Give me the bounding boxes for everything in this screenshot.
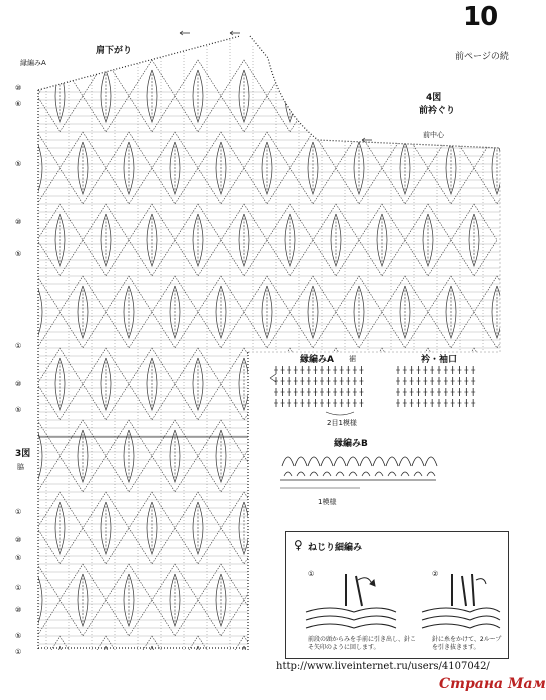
legend-a-repeat: 2目1模様 — [327, 419, 357, 427]
edge-a-label: 縁編みA — [20, 59, 46, 67]
row-marker: ⑩ — [15, 606, 22, 614]
row-marker: ⑩ — [15, 84, 22, 92]
fig4-label: 4図 — [426, 93, 442, 103]
legend-b-repeat: 1模様 — [318, 498, 337, 506]
side-label: 脇 — [17, 463, 24, 471]
row-marker: ⑥ — [15, 100, 22, 108]
continued-note: 前ページの続 — [455, 52, 509, 62]
collar-title: 衿・袖口 — [421, 355, 458, 365]
step2-caption: 針に糸をかけて、2ループを引き抜きます。 — [432, 636, 502, 651]
technique-box — [285, 531, 509, 659]
legend-drawing — [270, 366, 475, 488]
front-neck-label: 前衿ぐり — [419, 106, 456, 116]
row-marker: ⑤ — [15, 160, 22, 168]
source-url: http://www.liveinternet.ru/users/4107042/ — [276, 661, 490, 672]
row-marker: ⑤ — [15, 554, 22, 562]
row-marker: ① — [15, 648, 22, 656]
step1-caption: 前段の頭からみを手前に引き出し、針こそ矢印のように回します。 — [308, 636, 417, 651]
technique-illustration — [300, 572, 500, 634]
legend-b-title: 縁編みB — [334, 439, 368, 449]
row-marker: ① — [15, 584, 22, 592]
row-marker: ⑩ — [15, 536, 22, 544]
page-number: 10 — [463, 2, 498, 32]
fig3-label: 3図 — [15, 449, 31, 459]
center-front-label: 前中心 — [423, 131, 444, 139]
step2-number: ② — [432, 570, 439, 578]
step1-number: ① — [308, 570, 315, 578]
row-marker: ⑤ — [15, 406, 22, 414]
row-marker: ⑩ — [15, 218, 22, 226]
row-marker: ⑤ — [15, 632, 22, 640]
technique-title: ねじり細編み — [308, 543, 363, 553]
legend-a-title: 縁編みA — [300, 355, 334, 365]
row-marker: ⑩ — [15, 380, 22, 388]
legend-a-subtitle: 裾 — [349, 355, 356, 363]
row-marker: ⑤ — [15, 250, 22, 258]
row-marker: ① — [15, 508, 22, 516]
shoulder-label: 肩下がり — [96, 46, 133, 56]
watermark: Страна Мам — [439, 676, 546, 692]
yarn-needle-icon: ♀ — [294, 538, 303, 552]
row-marker: ① — [15, 342, 22, 350]
